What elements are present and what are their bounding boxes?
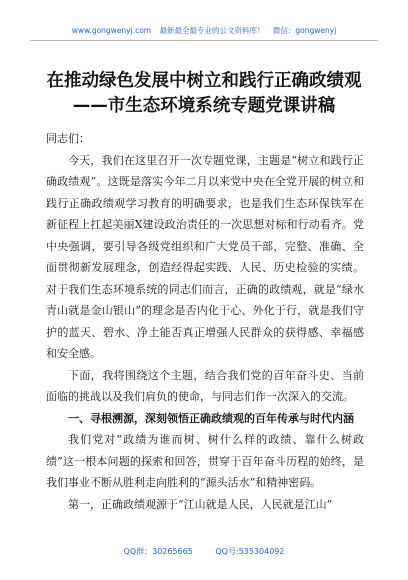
site-tagline: 最新最全最专业的公文资料库！ [159,26,265,35]
paragraph-history: 我们党对“政绩为谁而树、树什么样的政绩、靠什么树政绩”这一根本问题的探索和回答，贯穿于百年奋斗历程的始终，是我们事业不断从胜利走向胜利的“源头活水”和精神密码。 [46,433,364,489]
document-title: 在推动绿色发展中树立和践行正确政绩观 [46,71,362,91]
paragraph-intro: 今天，我们在这里召开一次专题党课，主题是“树立和践行正确政绩观”。这既是落实今年二月以来党中央在全党开展的树立和践行正确政绩观学习教育的明确要求，也是我们生态环保铁军在新征程上扛起美丽Ⅹ建设政治责任的一次思想对标和行动看齐。党中央强调，要引导各级党组织和广大党员干部，完整、准确、全面贯彻新发展理念，创造经得起实践、人民、历史检验的实绩。对于我们生态环境系统的同志们而言，正确的政绩观，就是“绿水青山就是金山银山”的理念是否内化于心、外化于行，就是我们守护的蓝天、碧水、净土能否真正增强人民群众的获得感、幸福感和安全感。 [46,153,364,360]
page-footer [0,546,408,557]
wechat-id: 微信：gongwenyj [272,26,337,35]
qq-group: QQ群：30265665 [123,547,193,556]
paragraph-outline: 下面，我将围绕这个主题，结合我们党的百年奋斗史、当前面临的挑战以及我们肩负的使命，与同志们作一次深入的交流。 [46,368,364,403]
paragraph-point-1: 第一，正确政绩观源于“江山就是人民，人民就是江山” [68,497,333,511]
qq-number: QQ号:535304092 [215,547,285,556]
document-body [46,128,364,515]
section-heading-1: 一、寻根溯源，深刻领悟正确政绩观的百年传承与时代内涵 [68,411,354,425]
document-subtitle: ——市生态环境系统专题党课讲稿 [72,96,336,116]
site-url[interactable]: www.gongwenyj.com [71,26,152,35]
salutation: 同志们： [46,132,90,145]
site-header [0,25,408,36]
header-divider [30,40,378,41]
